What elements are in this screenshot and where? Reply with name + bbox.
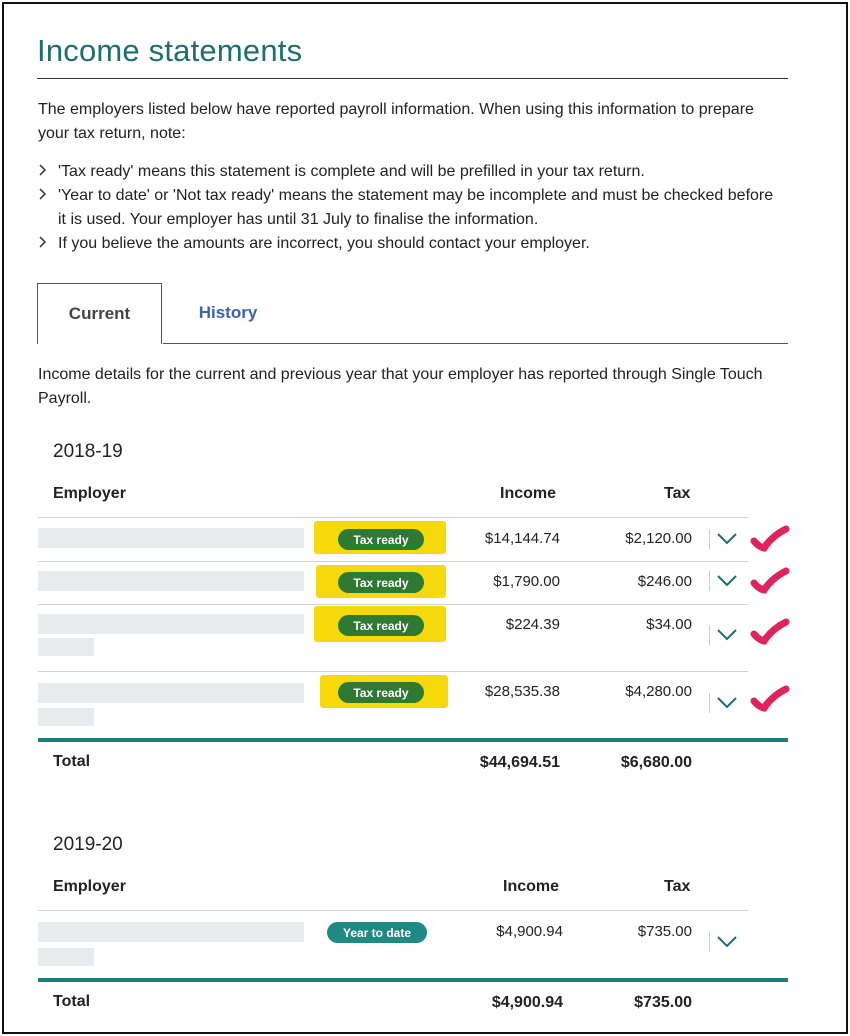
income-amount: $28,535.38 bbox=[484, 683, 560, 700]
divider bbox=[709, 571, 710, 591]
employer-name-redacted bbox=[38, 528, 304, 548]
employer-column-header: Employer bbox=[53, 878, 126, 895]
employer-id-redacted bbox=[38, 948, 94, 966]
employer-id-redacted bbox=[38, 708, 94, 726]
chevron-down-icon[interactable] bbox=[716, 574, 738, 588]
income-amount: $14,144.74 bbox=[484, 530, 560, 547]
intro-text: The employers listed below have reported payroll information. When using this information to prepare your tax return, note: bbox=[38, 101, 754, 142]
employer-name-redacted bbox=[38, 614, 304, 634]
status-badge: Tax ready bbox=[338, 615, 424, 636]
total-income: $44,694.51 bbox=[479, 754, 560, 771]
status-badge: Year to date bbox=[327, 922, 427, 943]
checkmark-icon bbox=[750, 566, 790, 596]
income-amount: $1,790.00 bbox=[493, 573, 560, 590]
chevron-right-icon bbox=[38, 160, 48, 184]
tax-column-header: Tax bbox=[664, 485, 691, 502]
chevron-right-icon bbox=[38, 184, 48, 208]
checkmark-icon bbox=[750, 684, 790, 714]
total-divider bbox=[38, 978, 788, 982]
total-tax: $735.00 bbox=[634, 994, 692, 1011]
tax-amount: $34.00 bbox=[646, 616, 692, 633]
income-amount: $224.39 bbox=[505, 616, 560, 633]
note-item bbox=[38, 184, 783, 232]
tax-amount: $2,120.00 bbox=[625, 530, 692, 547]
total-tax: $6,680.00 bbox=[620, 754, 692, 771]
row-divider bbox=[38, 604, 748, 605]
notes-list bbox=[38, 160, 783, 256]
divider bbox=[709, 529, 710, 549]
employer-name-redacted bbox=[38, 922, 304, 942]
page-title: Income statements bbox=[37, 33, 303, 68]
employer-id-redacted bbox=[38, 638, 94, 656]
divider bbox=[709, 932, 710, 952]
chevron-down-icon[interactable] bbox=[716, 935, 738, 949]
note-text: If you believe the amounts are incorrect, you should contact your employer. bbox=[58, 235, 590, 252]
note-text: 'Year to date' or 'Not tax ready' means the statement may be incomplete and must be checked before it is used. Your employer has until 31 July to finalise the information. bbox=[58, 187, 774, 228]
tab-history[interactable]: History bbox=[198, 303, 258, 322]
employer-name-redacted bbox=[38, 683, 304, 703]
chevron-down-icon[interactable] bbox=[716, 532, 738, 546]
row-divider bbox=[38, 671, 748, 672]
tabs-divider bbox=[163, 343, 788, 344]
income-amount: $4,900.94 bbox=[496, 923, 563, 940]
year-heading: 2018-19 bbox=[53, 441, 123, 462]
chevron-down-icon[interactable] bbox=[716, 628, 738, 642]
tab-current[interactable]: Current bbox=[37, 283, 162, 344]
employer-name-redacted bbox=[38, 571, 304, 591]
page-frame bbox=[2, 2, 848, 1034]
tab-description: Income details for the current and previous year that your employer has reported through Single Touch Payroll. bbox=[38, 366, 763, 407]
total-divider bbox=[38, 738, 788, 742]
row-divider bbox=[38, 561, 748, 562]
status-badge: Tax ready bbox=[338, 529, 424, 550]
tax-amount: $735.00 bbox=[637, 923, 692, 940]
chevron-down-icon[interactable] bbox=[716, 696, 738, 710]
tax-column-header: Tax bbox=[664, 878, 691, 895]
total-label: Total bbox=[53, 993, 91, 1010]
checkmark-icon bbox=[750, 617, 790, 647]
tax-amount: $4,280.00 bbox=[625, 683, 692, 700]
divider bbox=[709, 625, 710, 645]
status-badge: Tax ready bbox=[338, 682, 424, 703]
row-divider bbox=[38, 910, 748, 911]
divider bbox=[709, 693, 710, 713]
note-item bbox=[38, 232, 783, 256]
tax-amount: $246.00 bbox=[637, 573, 692, 590]
status-badge: Tax ready bbox=[338, 572, 424, 593]
row-divider bbox=[38, 517, 748, 518]
checkmark-icon bbox=[750, 524, 790, 554]
note-text: 'Tax ready' means this statement is complete and will be prefilled in your tax return. bbox=[58, 163, 645, 180]
employer-column-header: Employer bbox=[53, 485, 126, 502]
total-label: Total bbox=[53, 753, 91, 770]
income-column-header: Income bbox=[503, 878, 560, 895]
income-column-header: Income bbox=[500, 485, 557, 502]
total-income: $4,900.94 bbox=[491, 994, 563, 1011]
year-heading: 2019-20 bbox=[53, 834, 123, 855]
chevron-right-icon bbox=[38, 232, 48, 256]
note-item bbox=[38, 160, 783, 184]
title-divider bbox=[37, 78, 788, 79]
